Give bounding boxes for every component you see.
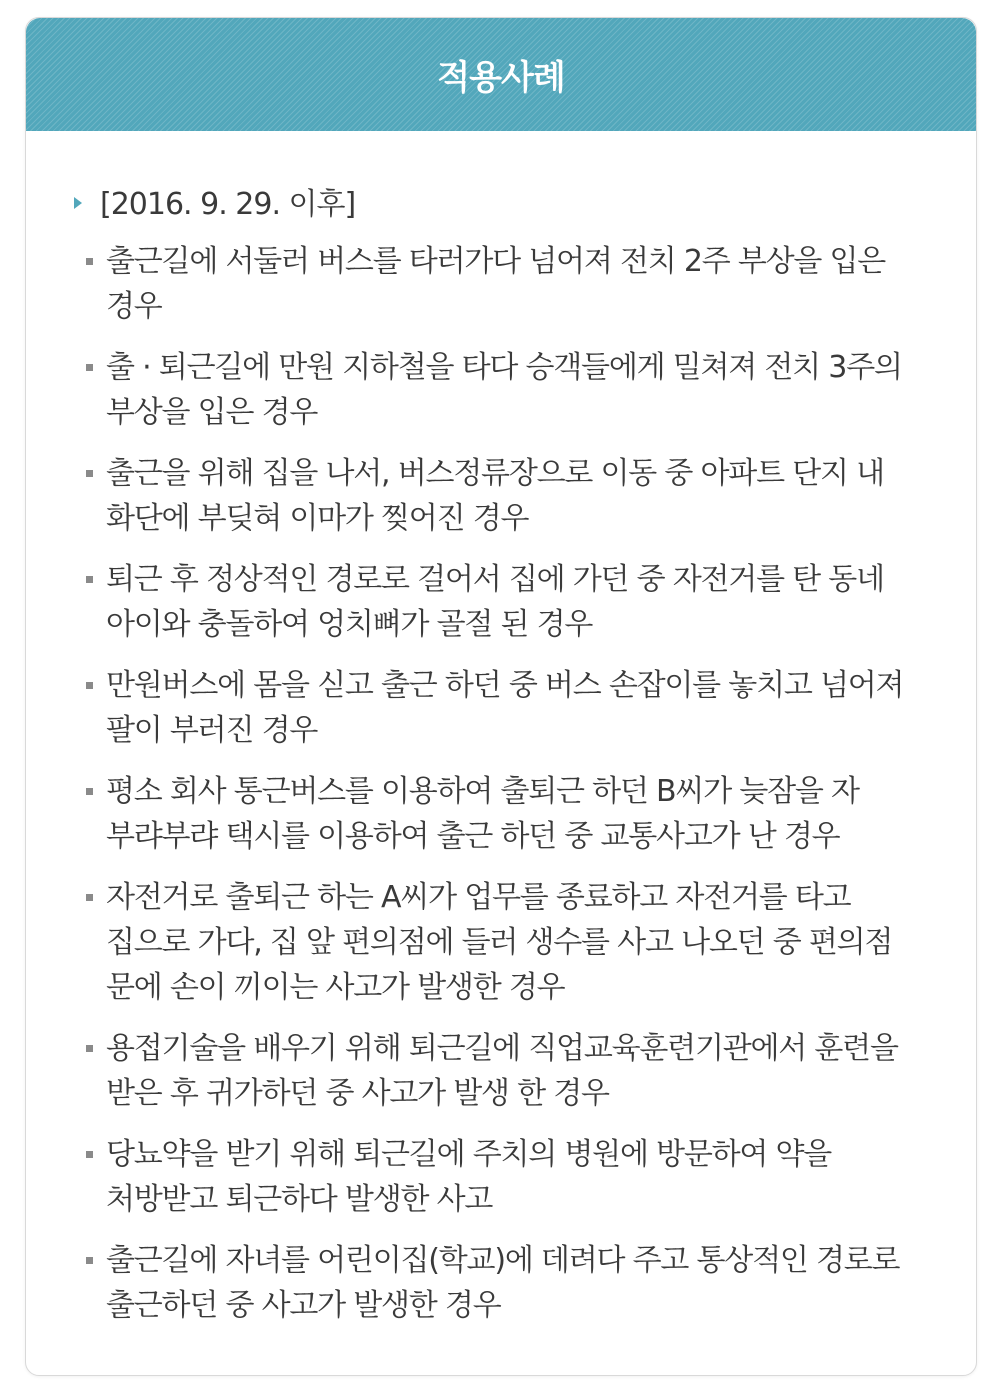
case-text: 용접기술을 배우기 위해 퇴근길에 직업교육훈련기관에서 훈련을 받은 후 귀가하던 중 사고가 발생 한 경우 (106, 1031, 898, 1111)
section-heading (74, 181, 976, 221)
list-item (74, 557, 906, 647)
case-text: 퇴근 후 정상적인 경로로 걸어서 집에 가던 중 자전거를 탄 동네 아이와 충돌하여 엉치뼈가 골절 된 경우 (106, 562, 884, 642)
case-list (74, 239, 976, 1328)
case-card (25, 17, 977, 1376)
list-item (74, 875, 906, 1010)
square-bullet-icon (86, 1045, 93, 1052)
list-item (74, 769, 906, 859)
square-bullet-icon (86, 682, 93, 689)
card-header (26, 18, 976, 131)
case-text: 평소 회사 통근버스를 이용하여 출퇴근 하던 B씨가 늦잠을 자 부랴부랴 택시를 이용하여 출근 하던 중 교통사고가 난 경우 (106, 774, 859, 854)
list-item (74, 345, 906, 435)
list-item (74, 1026, 906, 1116)
case-text: 출근길에 자녀를 어린이집(학교)에 데려다 주고 통상적인 경로로 출근하던 중 사고가 발생한 경우 (106, 1243, 900, 1323)
triangle-bullet-icon (74, 197, 82, 209)
square-bullet-icon (86, 364, 93, 371)
square-bullet-icon (86, 1151, 93, 1158)
card-title: 적용사례 (437, 58, 565, 98)
case-text: 당뇨약을 받기 위해 퇴근길에 주치의 병원에 방문하여 약을 처방받고 퇴근하다 발생한 사고 (106, 1137, 832, 1217)
square-bullet-icon (86, 894, 93, 901)
list-item (74, 239, 906, 329)
case-text: 만원버스에 몸을 싣고 출근 하던 중 버스 손잡이를 놓치고 넘어져 팔이 부러진 경우 (106, 668, 904, 748)
card-body (26, 131, 976, 1328)
case-text: 출 · 퇴근길에 만원 지하철을 타다 승객들에게 밀쳐져 전치 3주의 부상을 입은 경우 (106, 350, 902, 430)
list-item (74, 663, 906, 753)
list-item (74, 1132, 906, 1222)
list-item (74, 451, 906, 541)
square-bullet-icon (86, 576, 93, 583)
square-bullet-icon (86, 470, 93, 477)
square-bullet-icon (86, 258, 93, 265)
case-text: 출근을 위해 집을 나서, 버스정류장으로 이동 중 아파트 단지 내 화단에 부딪혀 이마가 찢어진 경우 (106, 456, 884, 536)
case-text: 출근길에 서둘러 버스를 타러가다 넘어져 전치 2주 부상을 입은 경우 (106, 244, 886, 324)
square-bullet-icon (86, 1257, 93, 1264)
case-text: 자전거로 출퇴근 하는 A씨가 업무를 종료하고 자전거를 타고 집으로 가다, 집 앞 편의점에 들러 생수를 사고 나오던 중 편의점 문에 손이 끼이는 사고가 발생한 경우 (106, 880, 893, 1005)
square-bullet-icon (86, 788, 93, 795)
list-item (74, 1238, 906, 1328)
section-date-label: [2016. 9. 29. 이후] (100, 187, 356, 222)
